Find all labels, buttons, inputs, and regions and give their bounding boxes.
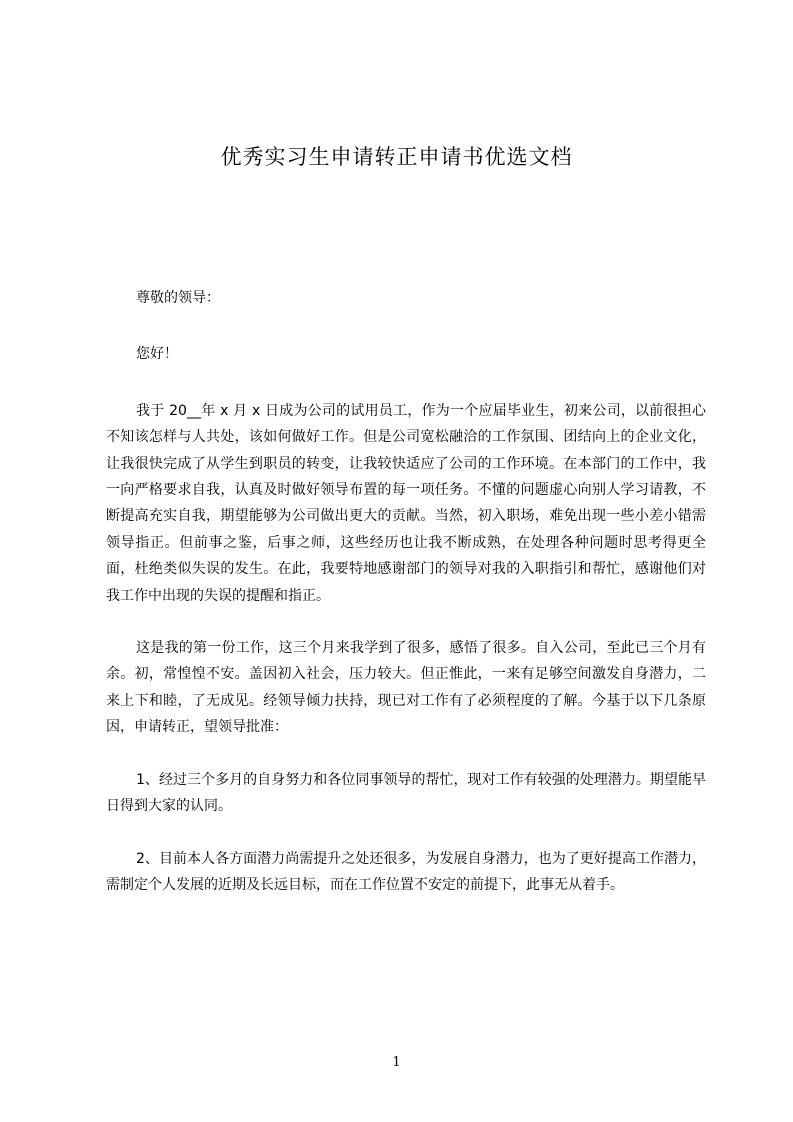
paragraph-1: 我于 20__年 x 月 x 日成为公司的试用员工，作为一个应届毕业生，初来公司，以前很担心不知该怎样与人共处，该如何做好工作。但是公司宽松融洽的工作氛围、团结向上的企业文化，让我很快完成了从学生到职员的转变，让我较快适应了公司的工作环境。在本部门的工作中，我一向严格要求自我，认真及时做好领导布置的每一项任务。不懂的问题虚心向别人学习请教，不断提高充实自我，期望能够为公司做出更大的贡献。当然，初入职场，难免出现一些小差小错需领导指正。但前事之鉴，后事之师，这些经历也让我不断成熟，在处理各种问题时思考得更全面，杜绝类似失误的发生。在此，我要特地感谢部门的领导对我的入职指引和帮忙，感谢他们对我工作中出现的失误的提醒和指正。 (106, 402, 706, 604)
document-title: 优秀实习生申请转正申请书优选文档 (220, 145, 573, 169)
salutation: 尊敬的领导： (136, 290, 220, 306)
paragraph-3: 1、经过三个多月的自身努力和各位同事领导的帮忙，现对工作有较强的处理潜力。期望能早日得到大家的认同。 (106, 771, 706, 815)
document-body (106, 285, 706, 898)
paragraph-4: 2、目前本人各方面潜力尚需提升之处还很多，为发展自身潜力，也为了更好提高工作潜力，需制定个人发展的近期及长远目标，而在工作位置不安定的前提下，此事无从着手。 (106, 850, 706, 893)
page-number: 1 (392, 1055, 401, 1070)
greeting: 您好！ (136, 346, 178, 363)
paragraph-2: 这是我的第一份工作，这三个月来我学到了很多，感悟了很多。自入公司，至此已三个月有余。初，常惶惶不安。盖因初入社会，压力较大。但正惟此，一来有足够空间激发自身潜力，二来上下和睦，了无成见。经领导倾力扶持，现已对工作有了必须程度的了解。今基于以下几条原因，申请转正，望领导批准： (106, 640, 706, 736)
